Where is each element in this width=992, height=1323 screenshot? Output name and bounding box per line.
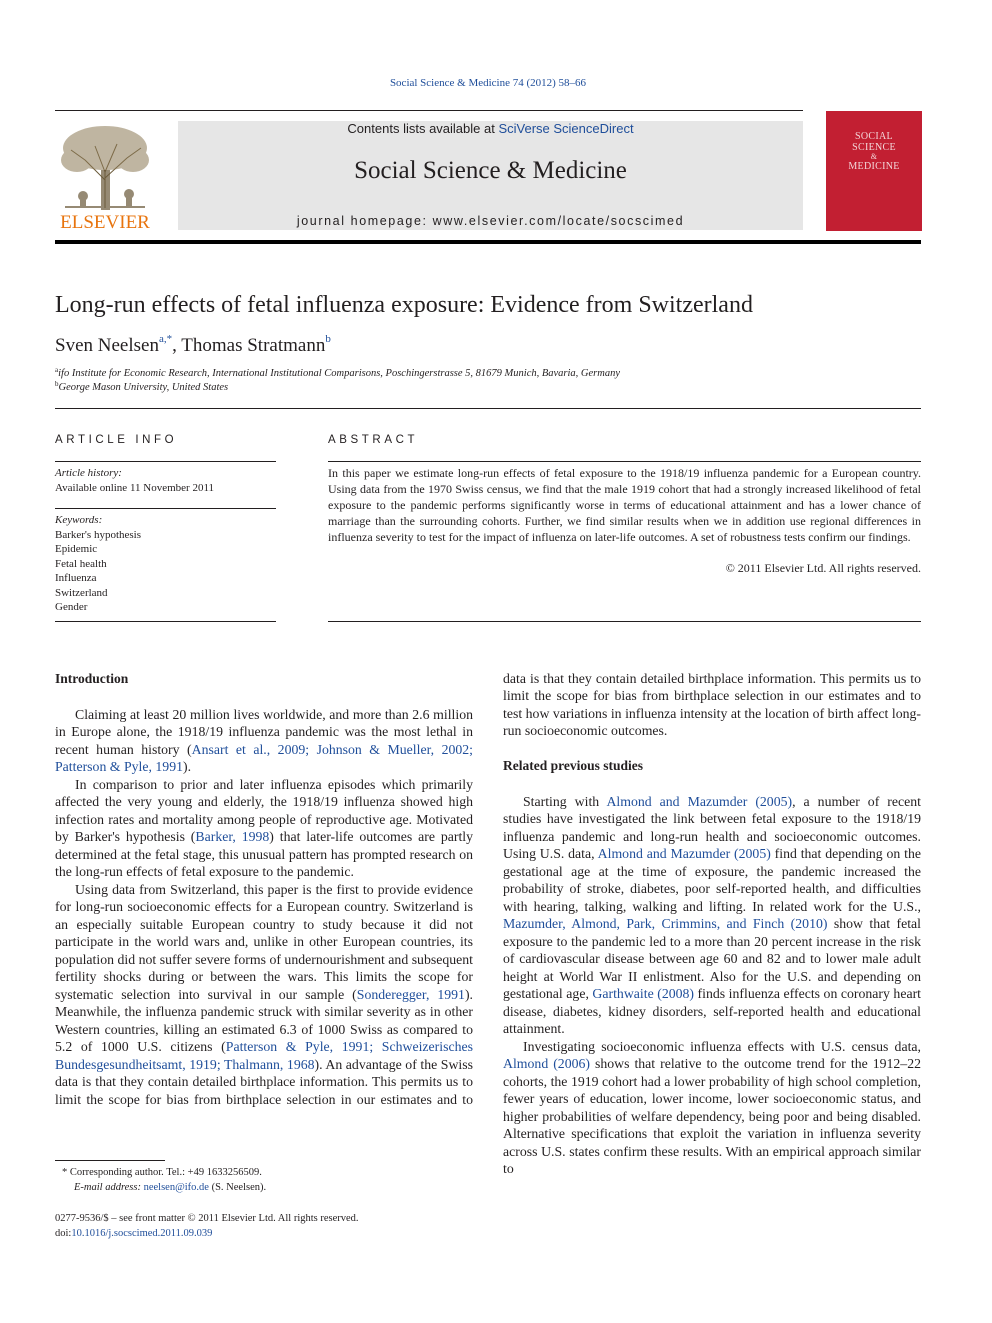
paragraph-text: , a number of recent studies have investigated the link between fetal exposure to the 1918/19 influenza pandemic and long-run health and socioeconomic outcomes. Using U.S. data, bbox=[503, 793, 921, 861]
affiliation-marker: a bbox=[55, 366, 59, 374]
running-header[interactable]: Social Science & Medicine 74 (2012) 58–66 bbox=[389, 77, 587, 89]
affiliation-text: ifo Institute for Economic Research, International Institutional Comparisons, Poschingerstrasse 5, 81679 Munich, Bavaria, Germany bbox=[58, 368, 621, 379]
citation-link[interactable]: Almond (2006) bbox=[503, 1056, 590, 1071]
paragraph-text: Starting with bbox=[523, 793, 607, 809]
abstract-text: In this paper we estimate long-run effects of fetal exposure to the 1918/19 influenza pandemic for a European country. Using data from the 1970 Swiss census, we find that the male 1919 cohort that had a strongly increased likelihood of fetal exposure to the pandemic performs significantly worse in terms of educational attainment and has a lower chance of marriage than the surrounding cohorts. Further, we find similar results when we in addition use regional differences in influenza severity to test for the impact of influenza on later-life outcomes. A set of robustness tests confirm our findings. bbox=[328, 466, 921, 544]
paragraph-text: Using data from Switzerland, this paper is the first to provide evidence for long-run socioeconomic effects for a European country. Switzerland is an especially suitable European country to study because it did not participate in the world wars and, unlike in other European countries, its population did not suffer severe forms of undernourishment and subsequent fertility shocks during or between the wars. This limits the scope for systematic selection into survival in our sample ( bbox=[55, 881, 473, 1002]
citation-link[interactable]: Almond and Mazumder (2005) bbox=[606, 793, 793, 809]
footnote-text: Corresponding author. Tel.: +49 1633256509. bbox=[67, 1167, 262, 1178]
cover-line: SOCIAL bbox=[855, 131, 893, 142]
keyword: Barker's hypothesis bbox=[55, 528, 141, 541]
footnote-marker: * bbox=[62, 1167, 68, 1178]
email-link[interactable]: neelsen@ifo.de bbox=[143, 1182, 209, 1193]
publisher-name: ELSEVIER bbox=[60, 212, 150, 232]
corresponding-author-marker[interactable]: * bbox=[166, 333, 173, 345]
body-paragraph bbox=[55, 706, 473, 776]
keyword: Epidemic bbox=[55, 543, 98, 555]
abstract-rule bbox=[328, 461, 921, 462]
affiliation-b bbox=[55, 380, 228, 393]
journal-cover bbox=[826, 111, 922, 231]
article-title: Long-run effects of fetal influenza exposure: Evidence from Switzerland bbox=[55, 292, 753, 318]
citation-link[interactable]: Patterson & Pyle, 1991; Schweizerisches Bundesgesundheitsamt, 1919; Thalmann, 1968 bbox=[55, 1039, 473, 1072]
header-rule-top bbox=[55, 110, 803, 111]
author-name: Sven Neelsen bbox=[55, 335, 159, 356]
doi-link[interactable]: 10.1016/j.socscimed.2011.09.039 bbox=[71, 1228, 213, 1239]
body-right-column bbox=[503, 670, 921, 1200]
paragraph-text: ). bbox=[183, 759, 192, 774]
author-list bbox=[55, 333, 331, 357]
front-matter bbox=[55, 1211, 555, 1241]
citation-link[interactable]: Garthwaite (2008) bbox=[592, 986, 695, 1001]
affiliation-a bbox=[55, 366, 620, 379]
affiliation-text: George Mason University, United States bbox=[58, 382, 229, 393]
citation-link[interactable]: Mazumder, Almond, Park, Crimmins, and Finch (2010) bbox=[503, 916, 828, 931]
section-heading: Related previous studies bbox=[503, 758, 644, 773]
abstract-heading: ABSTRACT bbox=[328, 434, 419, 446]
paragraph-text: Claiming at least 20 million lives worldwide, and more than 2.6 million in Europe alone, the 1918/19 influenza pandemic was the most lethal in recent human history ( bbox=[55, 706, 473, 757]
article-history-label: Article history: bbox=[55, 467, 122, 479]
article-history-date: Available online 11 November 2011 bbox=[55, 481, 215, 494]
paragraph-text: find that depending on the gestational age at the time of exposure, the pandemic increased the probability of stroke, diabetes, poor self-reported health, and difficulties with hearing, talking, walking and lifting. In related work for the U.S., bbox=[503, 846, 921, 914]
paragraph-text: In comparison to prior and later influenza episodes which primarily affected the very young and elderly, the 1918/19 influenza showed high infection rates and mortality among people of reproductive age. Motivated by Barker's hypothesis ( bbox=[55, 776, 473, 844]
section-divider bbox=[55, 408, 921, 409]
keyword: Fetal health bbox=[55, 557, 107, 570]
keyword: Gender bbox=[55, 601, 88, 613]
body-paragraph bbox=[55, 881, 473, 1108]
journal-title: Social Science & Medicine bbox=[354, 157, 627, 184]
article-info-rule bbox=[55, 461, 276, 462]
body-paragraph bbox=[55, 776, 473, 881]
cover-title bbox=[826, 131, 922, 172]
article-history bbox=[55, 466, 276, 495]
citation-link[interactable]: Barker, 1998 bbox=[195, 829, 270, 844]
email-label: E-mail address: bbox=[74, 1182, 141, 1193]
journal-homepage[interactable]: journal homepage: www.elsevier.com/locate/socscimed bbox=[296, 214, 685, 228]
keyword: Switzerland bbox=[55, 586, 108, 599]
body-paragraph bbox=[503, 1038, 921, 1178]
abstract-bottom-rule bbox=[328, 621, 921, 622]
paragraph-text: Investigating socioeconomic influenza effects with U.S. census data, bbox=[523, 1038, 921, 1054]
paragraph-text: data is that they contain detailed birthplace information. This permits us to limit the scope for bias from birthplace selection in our estimates and to test how variations in influenza intensity at the location of birth affect long-run socioeconomic outcomes. bbox=[503, 670, 921, 738]
body-left-column bbox=[55, 670, 473, 1108]
body-paragraph bbox=[503, 793, 921, 1038]
article-info-heading: ARTICLE INFO bbox=[55, 434, 178, 446]
citation-link[interactable]: Sonderegger, 1991 bbox=[356, 986, 465, 1002]
citation-link[interactable]: Ansart et al., 2009; Johnson & Mueller, 2002; Patterson & Pyle, 1991 bbox=[55, 741, 473, 774]
citation-link[interactable]: Almond and Mazumder (2005) bbox=[597, 846, 771, 861]
cover-line: MEDICINE bbox=[848, 161, 900, 172]
keywords-block bbox=[55, 513, 276, 615]
section-heading: Introduction bbox=[55, 671, 129, 686]
paragraph-continuation bbox=[503, 670, 921, 740]
contents-line bbox=[178, 121, 803, 136]
paragraph-text: shows that relative to the outcome trend for the 1912–22 cohorts, the 1919 cohort had a lower probability of high school completion, fewer years of education, lower income, lower socioeconomic status, and higher probabilities of welfare dependency, being poor and being disabled. Alternative specifications that exploit the variation in influenza severity across U.S. states confirm these results. With an empirical approach similar to bbox=[503, 1056, 921, 1176]
article-info-bottom-rule bbox=[55, 621, 276, 622]
author-name: Thomas Stratmann bbox=[181, 335, 326, 356]
cover-line: SCIENCE bbox=[852, 142, 896, 153]
affiliation-marker: b bbox=[55, 380, 59, 388]
paragraph-text: ). An advantage of the Swiss data is that they contain detailed birthplace information. This permits us to limit the scope for bias from birthplace selection in our estimates and to bbox=[55, 1056, 473, 1107]
footnote-rule bbox=[55, 1160, 165, 1161]
author-affiliation-marker[interactable]: b bbox=[325, 333, 331, 345]
elsevier-tree-icon bbox=[55, 120, 155, 232]
paragraph-text: show that fetal exposure to the pandemic led to a more than 20 percent increase in the risk of cardiovascular disease between age 60 and 82 and to lower male adult height at World War II enlistment. Also for the U.S. and depending on gestational age, bbox=[503, 916, 921, 1001]
email-suffix: (S. Neelsen). bbox=[208, 1182, 267, 1193]
contents-prefix: Contents lists available at bbox=[347, 121, 499, 136]
cover-line: & bbox=[870, 152, 878, 161]
keyword: Influenza bbox=[55, 572, 97, 584]
continued-paragraph bbox=[503, 670, 921, 740]
paragraph-text: ). Meanwhile, the influenza pandemic struck with similar severity as in other Western countries, killing an estimated 6.3 of 1000 Swiss as compared to 5.2 of 1000 U.S. citizens ( bbox=[55, 986, 473, 1054]
elsevier-logo bbox=[55, 120, 155, 232]
doi-prefix: doi: bbox=[55, 1228, 72, 1239]
author-separator: , bbox=[172, 335, 182, 356]
keywords-rule bbox=[55, 508, 276, 509]
keywords-label: Keywords: bbox=[55, 514, 103, 526]
footnote-corresponding bbox=[62, 1165, 482, 1195]
header-rule-bottom bbox=[55, 240, 921, 244]
paragraph-text: ) that later-life outcomes are partly determined at the fetal stage, this unusual pattern has prompted research on the long-run effects of fetal exposure to the pandemic. bbox=[55, 829, 474, 879]
paragraph-text: finds influenza effects on coronary heart disease, diabetes, kidney disorders, self-reported health and educational attainment. bbox=[503, 986, 921, 1036]
sciencedirect-link[interactable]: SciVerse ScienceDirect bbox=[498, 121, 634, 136]
front-matter-text: 0277-9536/$ – see front matter © 2011 Elsevier Ltd. All rights reserved. bbox=[55, 1213, 359, 1224]
author-affiliation-marker[interactable]: a, bbox=[158, 333, 167, 345]
abstract-copyright: © 2011 Elsevier Ltd. All rights reserved. bbox=[725, 561, 921, 575]
